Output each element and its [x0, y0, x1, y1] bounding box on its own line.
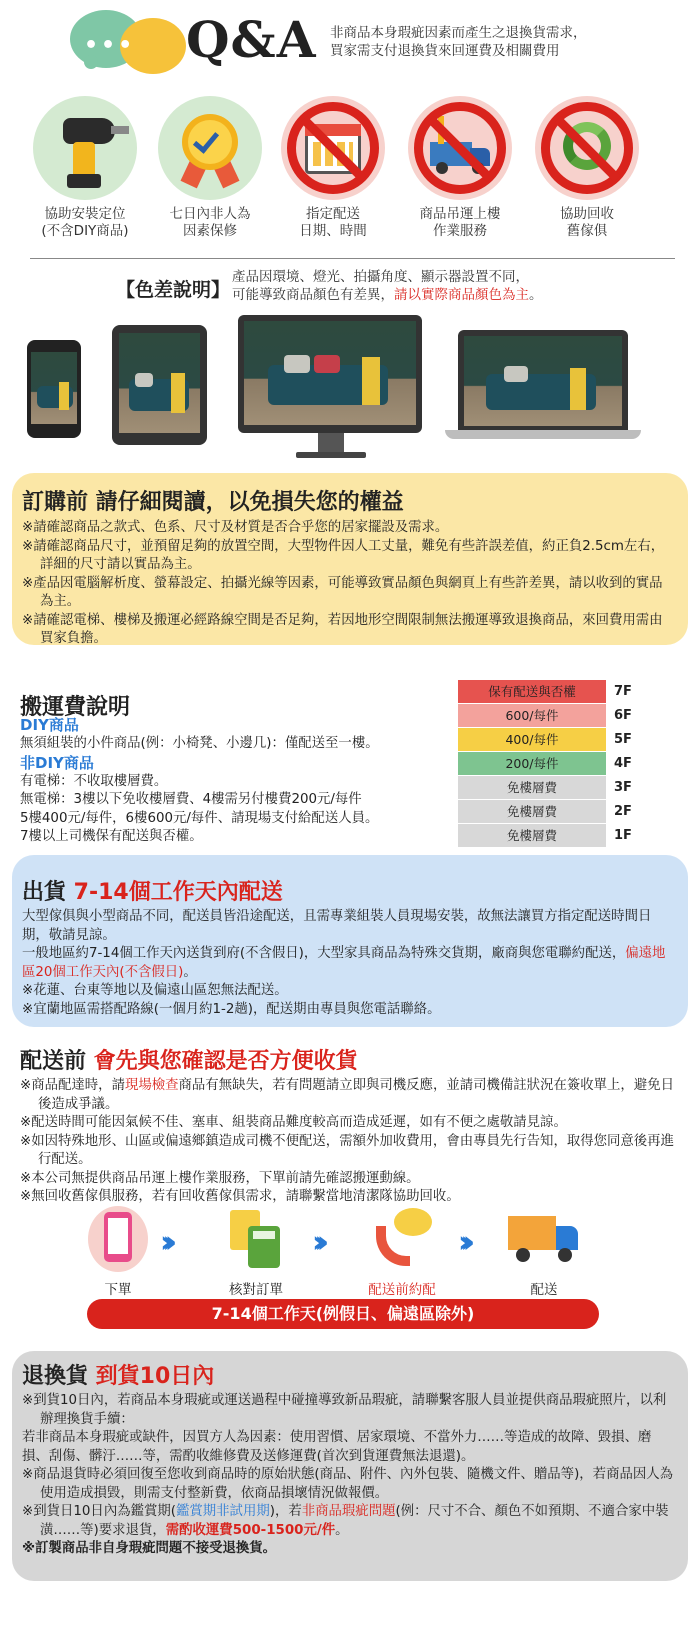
sofa-photo	[244, 321, 416, 425]
floor-label: 7F	[614, 684, 632, 699]
before-delivery-section: 配送前 會先與您確認是否方便收貨 ※商品配達時，請現場檢查商品有無缺失，若有問題請立即與司機反應，並請司機備註狀況在簽收單上，避免日後造成爭議。 ※配送時間可能因氣候不佳、塞車、組裝商品難度較高而造成延遲，如有不便之處敬請見諒。 ※如因特殊地形、山區或偏遠鄉鎮造成司機不便配送，需額外加收費用，會由專員先行告知，取得您同意後再進行配送。 ※本公司無提供商品吊運上樓作業服務，下單前請先確認搬運動線。 ※無回收舊傢俱服務，若有回收舊傢俱需求，請聯繫當地清潔隊協助回收。	[20, 1044, 686, 1207]
before-delivery-title: 配送前 會先與您確認是否方便收貨	[20, 1049, 358, 1074]
delivery-truck-icon	[506, 1212, 582, 1268]
calendar-icon	[281, 96, 385, 200]
service-recycle: 協助回收 舊傢俱	[532, 96, 642, 240]
notice-item: ※請確認商品尺寸，並預留足夠的放置空間，大型物件因人工丈量，難免有些許誤差值，約正負2.5cm左右，詳細的尺寸請以實品為主。	[22, 538, 665, 572]
color-note-title: 【色差說明】	[116, 279, 231, 301]
service-install: 協助安裝定位 (不含DIY商品)	[30, 96, 140, 240]
crane-truck-icon	[408, 96, 512, 200]
returns-title: 退換貨 到貨10日內	[22, 1364, 215, 1389]
floor-fee-table	[458, 680, 606, 848]
floor-label: 6F	[614, 708, 632, 723]
flow-step-label: 下單	[104, 1282, 132, 1298]
notice-box	[12, 473, 688, 645]
floor-label: 2F	[614, 804, 632, 819]
divider	[30, 258, 675, 259]
delivery-box: 出貨 7-14個工作天內配送 大型傢俱與小型商品不同，配送員皆沿途配送，且需專業組裝人員現場安裝，故無法讓買方指定配送時間日期，敬請見諒。 一般地區約7-14個工作天內送貨到府(不含假日)，大型家具商品為特殊交貨期，廠商與您電聯約配送，偏遠地區20個工作天內(不含假日)。 ※花蓮、台東等地以及偏遠山區恕無法配送。 ※宜蘭地區需搭配路線(一個月約1-2趟)，配送期由專員與您電話聯絡。	[12, 855, 688, 1027]
phone-call-icon	[370, 1206, 436, 1270]
floor-row-1f: 免樓層費	[458, 824, 606, 848]
chevron-right-icon: ›››	[160, 1225, 168, 1260]
order-phone-icon	[88, 1206, 148, 1272]
sofa-photo	[464, 336, 622, 426]
flow-step-label: 配送	[530, 1282, 558, 1298]
delivery-title: 出貨 7-14個工作天內配送	[22, 880, 283, 905]
returns-box: 退換貨 到貨10日內 ※到貨10日內，若商品本身瑕疵或運送過程中碰撞導致新品瑕疵，請聯繫客服人員並提供商品瑕疵照片，以利辦理換貨手續： 若非商品本身瑕疵或缺件，因買方人為因素：使用習慣、居家環境、不當外力……等造成的故障、毀損、磨損、刮傷、髒汙……等，需酌收維修費及送修運費(首次到貨運費無法退還)。 ※商品退貨時必須回復至您收到商品時的原始狀態(商品、附件、內外包裝、隨機文件、贈品等)，若商品因人為使用造成損毀，則需支付整新費，依商品損壞情況做報價。 ※到貨日10日內為鑑賞期(鑑賞期非試用期)，若非商品瑕疵問題(例：尺寸不合、顏色不如預期、不適合家中裝潢……等)要求退貨，需酌收運費500-1500元/件。 ※訂製商品非自身瑕疵問題不接受退換貨。	[12, 1351, 688, 1581]
floor-label: 5F	[614, 732, 632, 747]
color-note-body: 產品因環境、燈光、拍攝角度、顯示器設置不同， 可能導致商品顏色有差異，請以實際商品顏色為主。	[232, 269, 543, 303]
flow-step-label: 核對訂單	[229, 1282, 283, 1298]
notice-item: ※請確認電梯、樓梯及搬運必經路線空間是否足夠，若因地形空間限制無法搬運導致退換商品，來回費用需由買家負擔。	[22, 612, 663, 646]
floor-row-6f: 600/每件	[458, 704, 606, 728]
floor-label: 1F	[614, 828, 632, 843]
shipping-body: DIY商品 無須組裝的小件商品(例：小椅凳、小邊几)：僅配送至一樓。 非DIY商品 有電梯：不收取樓層費。 無電梯：3樓以下免收樓層費、4樓需另付樓費200元/每件 5樓400元/每件，6樓600元/每件、請現場支付給配送人員。 7樓以上司機保有配送與否權。	[20, 716, 379, 844]
flow-step-label: 配送前約配	[368, 1282, 436, 1298]
chevron-right-icon: ›››	[312, 1225, 320, 1260]
floor-row-3f: 免樓層費	[458, 776, 606, 800]
monitor-device	[238, 315, 422, 433]
prohibited-icon	[541, 102, 633, 194]
qa-note: 非商品本身瑕疵因素而產生之退換貨需求， 買家需支付退換貨來回運費及相關費用	[330, 25, 587, 59]
notice-item: ※請確認商品之款式、色系、尺寸及材質是否合乎您的居家擺設及需求。	[22, 520, 449, 535]
sofa-photo	[119, 333, 200, 433]
floor-label: 3F	[614, 780, 632, 795]
service-crane-lift: 商品吊運上樓 作業服務	[405, 96, 515, 240]
chevron-right-icon: ›››	[458, 1225, 466, 1260]
floor-row-7f: 保有配送與否權	[458, 680, 606, 704]
notice-item: ※產品因電腦解析度、螢幕設定、拍攝光線等因素，可能導致實品顏色與網頁上有些許差異，請以收到的實品為主。	[22, 575, 663, 609]
qa-title: Q&A	[186, 10, 317, 69]
working-days-banner: 7-14個工作天(例假日、偏遠區除外)	[87, 1299, 599, 1329]
phone-device	[27, 340, 81, 438]
laptop-device	[458, 330, 628, 430]
drill-icon	[33, 96, 137, 200]
floor-row-4f: 200/每件	[458, 752, 606, 776]
floor-row-2f: 免樓層費	[458, 800, 606, 824]
floor-label: 4F	[614, 756, 632, 771]
medal-check-icon	[158, 96, 262, 200]
calculator-icon	[226, 1206, 284, 1270]
prohibited-icon	[414, 102, 506, 194]
floor-row-5f: 400/每件	[458, 728, 606, 752]
service-warranty: 七日內非人為 因素保修	[155, 96, 265, 240]
tablet-device	[112, 325, 207, 445]
prohibited-icon	[287, 102, 379, 194]
notice-title: 訂購前 請仔細閱讀，以免損失您的權益	[22, 490, 404, 515]
recycle-icon	[535, 96, 639, 200]
shipping-title: 搬運費說明	[20, 695, 131, 720]
sofa-photo	[31, 352, 77, 424]
service-scheduled-delivery: 指定配送 日期、時間	[278, 96, 388, 240]
qa-header: ••• Q&A 非商品本身瑕疵因素而產生之退換貨需求， 買家需支付退換貨來回運費及相關費用	[0, 0, 700, 80]
